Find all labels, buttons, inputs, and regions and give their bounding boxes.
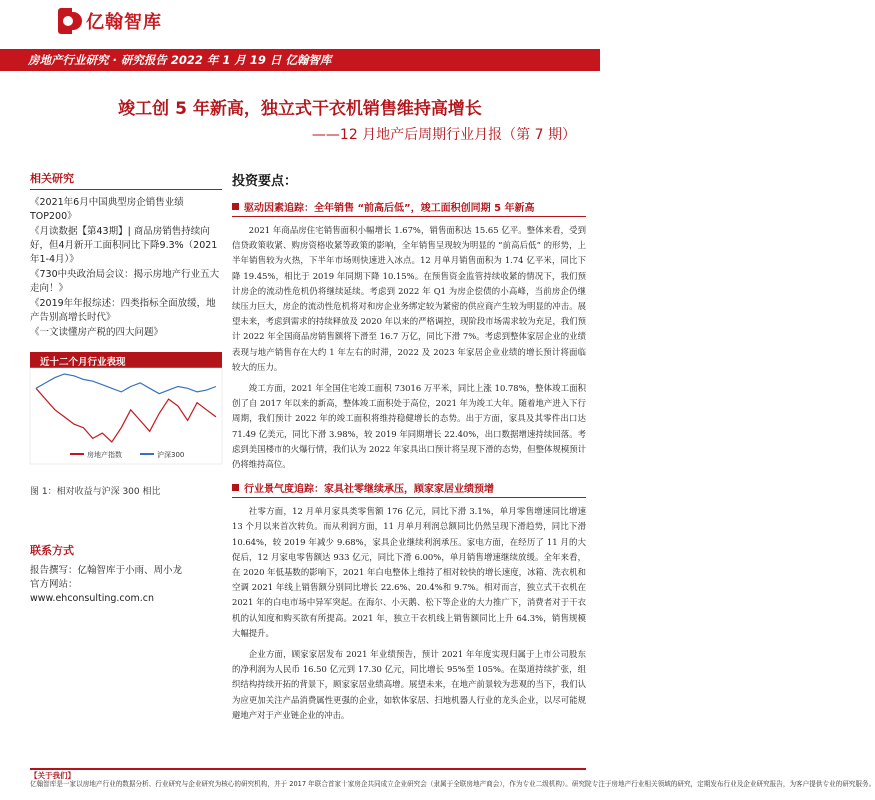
related-research-list (30, 196, 222, 340)
industry-performance-chart (30, 352, 222, 464)
contact-website-label: 官方网站： (30, 579, 78, 590)
section-paragraph: 2021 年商品房住宅销售面积小幅增长 1.67%，销售面积达 15.65 亿平。整体来看，受到信贷政策收紧、购房资格收紧等政策的影响，全年销售呈现较为明显的 “前高后低” 的形势，上半年销售较为火热，下半年市场则快速进入冰点。12 月单月销售面积为 1.74 亿平米，同比下降 19.45%，相比于 2019 年同期下降 10.15%。在预售资金监管持续收紧的情况下，我们预计房企的流动性危机仍将继续延续。考虑到 2022 年 Q1 为房企偿债的小高峰，当前房企仍继续压力巨大，房企的流动性危机将对和房企业务绑定较为紧密的供应商产生较为明显的冲击。展望未来，考虑到需求的持续释放及 2020 年以来的严格调控，现阶段市场需求较为充足，我们预计 2022 年全国商品房销售额将下滑至 16.7 万亿，同比下滑 7%。考虑到整体家居企业的业绩表现与地产销售存在大约 1 年左右的时滞，2022 及 2023 年家居企业业绩的增长预计将面临较大的压力。 (232, 225, 586, 372)
related-research-heading: 相关研究 (30, 170, 222, 190)
contact-heading: 联系方式 (30, 544, 74, 557)
about-us-text: 亿翰智库是一家以房地产行业的数据分析、行业研究与企业研究为核心的研究机构，并于 2017 年联合首家十家房企共同成立企业研究会（隶属于全联房地产商会），作为专业二级机构）。研究院专注于房地产行业相关领域的研究，定期发布行业及企业研究报告，为客户提供专业的研究服务。 (30, 780, 875, 788)
investment-summary-heading: 投资要点： (232, 174, 298, 189)
brand-mark-icon (58, 8, 82, 34)
brand-logo (58, 6, 162, 36)
section-title-drivers: 驱动因素追踪：全年销售 “前高后低”，竣工面积创同期 5 年新高 (232, 199, 586, 217)
related-research-item[interactable]: 《一文读懂房产税的四大问题》 (30, 327, 164, 338)
legend-label: 沪深300 (157, 451, 185, 459)
brand-name: 亿翰智库 (86, 12, 162, 33)
about-us-heading: 【关于我们】 (30, 771, 75, 780)
chart-title: 近十二个月行业表现 (30, 352, 222, 368)
header-bar (0, 49, 600, 71)
sidebar (30, 170, 222, 341)
related-research-item[interactable]: 《2019年年报综述：四类指标全面放缓，地产告别高增长时代》 (30, 298, 216, 323)
related-research-item[interactable]: 《2021年6月中国典型房企销售业绩TOP200》 (30, 197, 184, 222)
main-content (232, 170, 586, 723)
section-paragraph: 企业方面，顾家家居发布 2021 年业绩预告，预计 2021 年年度实现归属于上市公司股东的净利润为人民币 16.50 亿元到 17.30 亿元，同比增长 95%至 105%。在渠道持续扩张，组织结构持续开拓的背景下，顾家家居业绩高增。展望未来，在地产前景较为悲观的当下，我们认为应更加关注产品消费属性更强的企业，如软体家居、扫地机器人行业的龙头企业，以尽可能规避地产对于产业链企业的冲击。 (232, 649, 586, 720)
related-research-item[interactable]: 《730中央政治局会议：揭示房地产行业五大走向！》 (30, 269, 220, 294)
section-paragraph: 竣工方面，2021 年全国住宅竣工面积 73016 万平米，同比上涨 10.78%，整体竣工面积创了自 2017 年以来的新高，整体竣工面积处于高位，2021 年为竣工大年。随着地产进入下行周期，我们预计 2022 年的竣工面积将维持稳健增长的态势。出于方面，家具及其零件出口达 71.49 亿美元，同比下滑 3.98%，较 2019 年同期增长 22.40%，出口数据增速持续回落。考虑到美国楼市的火爆行情，我们认为 2022 年家具出口预计将呈现下滑的态势，但整体规模预计仍将维持高位。 (232, 383, 586, 470)
legend-label: 房地产指数 (87, 451, 122, 459)
section-bullet-icon (232, 484, 239, 491)
contact-author: 报告撰写：亿翰智库于小雨、周小龙 (30, 565, 183, 576)
chart-source: 图 1：相对收益与沪深 300 相比 (30, 487, 161, 497)
report-meta: 房地产行业研究 · 研究报告 2022 年 1 月 19 日 亿翰智库 (28, 53, 332, 67)
section-paragraph: 社零方面，12 月单月家具类零售额 176 亿元，同比下滑 3.1%，单月零售增速同比增速 13 个月以来首次转负。而从利润方面，11 月单月利润总额同比仍然呈现下滑趋势，同比下滑 10.64%，较 2019 年减少 9.68%，家具企业继续利润承压。家电方面，在经历了 11 月的大促后，12 月家电零售额达 933 亿元，同比下滑 6.00%，单月销售增速继续放缓。全年来看，在 2020 年低基数的影响下，2021 年白电整体上维持了相对较快的增长速度，冰箱、洗衣机和空调 2021 年线上销售额分别同比增长 22.6%、20.4%和 9.7%。相对而言，独立式干衣机在 2021 年的白电市场中异军突起。在海尔、小天鹅、松下等企业的大力推广下，消费者对于干衣机的认知度和购买欲有所提高。2021 年，独立干衣机线上销售额同比上升 64.3%，销售规模大幅提升。 (232, 506, 586, 638)
chart-plot (30, 368, 222, 464)
section-bullet-icon (232, 203, 239, 210)
contact-website-link[interactable]: www.ehconsulting.com.cn (30, 593, 154, 604)
report-subtitle: ——12 月地产后周期行业月报（第 7 期） (311, 127, 576, 143)
contact-block (30, 544, 222, 606)
report-title: 竣工创 5 年新高，独立式干衣机销售维持高增长 (118, 99, 482, 119)
section-title-industry: 行业景气度追踪：家具社零继续承压，顾家家居业绩预增 (232, 480, 586, 498)
related-research-item[interactable]: 《月读数据【第43期】| 商品房销售持续向好，但4月新开工面积同比下降9.3%（2021年1-4月）》 (30, 226, 218, 265)
footer-rule (30, 768, 586, 770)
